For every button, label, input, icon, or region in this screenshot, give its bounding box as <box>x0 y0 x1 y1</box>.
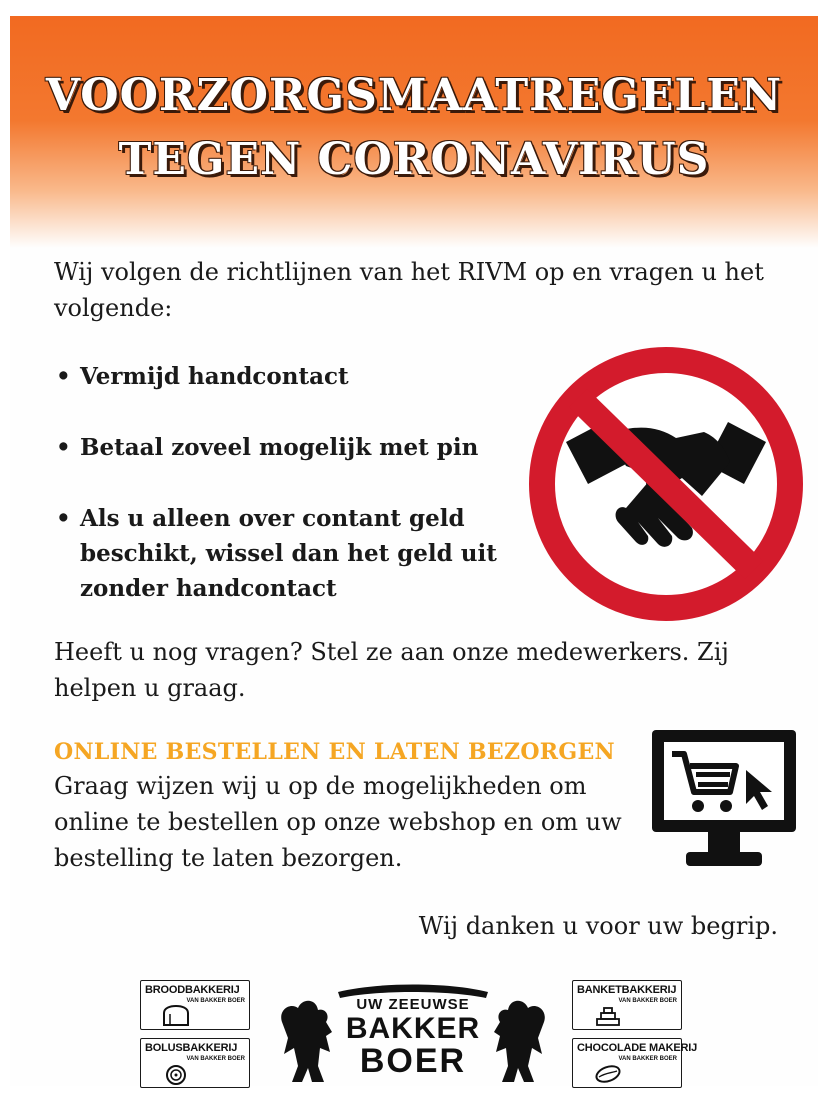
cacao-icon <box>593 1063 623 1085</box>
bakker-boer-logo <box>268 982 558 1086</box>
bullet-text: Als u alleen over contant geld beschikt, wissel dan het geld uit zonder handcontact <box>80 505 497 602</box>
header-banner <box>10 16 818 248</box>
poster <box>10 16 818 1086</box>
bullet-dot: • <box>56 505 71 532</box>
logo-chocolade-makerij <box>572 1038 698 1088</box>
bullet-dot: • <box>56 434 71 461</box>
bullet-text: Vermijd handcontact <box>80 363 349 390</box>
logo-title: BOLUSBAKKERIJ <box>145 1042 238 1054</box>
logo-banketbakkerij <box>572 980 682 1030</box>
cake-icon <box>593 1005 623 1027</box>
page-title <box>10 64 818 192</box>
title-line-2: TEGEN CORONAVIRUS <box>118 134 710 185</box>
logo-title: BANKETBAKKERIJ <box>577 984 677 996</box>
thanks-text: Wij danken u voor uw begrip. <box>418 912 778 940</box>
intro-text: Wij volgen de richtlijnen van het RIVM op en vragen u het volgende: <box>54 258 764 322</box>
bullet-dot: • <box>56 363 71 390</box>
question-text: Heeft u nog vragen? Stel ze aan onze medewerkers. Zij helpen u graag. <box>54 638 729 702</box>
bolus-icon <box>161 1063 191 1085</box>
title-line-1: VOORZORGSMAATREGELEN <box>45 70 783 121</box>
bullet-text: Betaal zoveel mogelijk met pin <box>80 434 479 461</box>
logo-subtitle: VAN BAKKER BOER <box>618 1056 677 1062</box>
logo-subtitle: VAN BAKKER BOER <box>186 998 245 1004</box>
bullet-item <box>54 430 514 465</box>
bread-icon <box>161 1005 191 1027</box>
footer-logos <box>10 976 818 1086</box>
logo-title: BROODBAKKERIJ <box>145 984 240 996</box>
online-shop-monitor-icon <box>650 728 798 876</box>
no-handshake-icon <box>526 346 806 622</box>
logo-subtitle: VAN BAKKER BOER <box>186 1056 245 1062</box>
online-section-title: ONLINE BESTELLEN EN LATEN BEZORGEN <box>54 739 615 765</box>
bullet-list <box>54 359 514 606</box>
logo-title: CHOCOLADE MAKERIJ <box>577 1042 698 1054</box>
bullet-item <box>54 501 514 606</box>
bullet-item <box>54 359 514 394</box>
logo-subtitle: VAN BAKKER BOER <box>618 998 677 1004</box>
logo-broodbakkerij <box>140 980 250 1030</box>
logo-line-2: BAKKER <box>345 1012 481 1045</box>
logo-line-1: UW ZEEUWSE <box>356 996 470 1013</box>
logo-line-3: BOER <box>359 1042 467 1080</box>
logo-bolusbakkerij <box>140 1038 250 1088</box>
online-section-text: Graag wijzen wij u op de mogelijkheden om online te bestellen op onze webshop en om uw bestelling te laten bezorgen. <box>54 772 622 872</box>
